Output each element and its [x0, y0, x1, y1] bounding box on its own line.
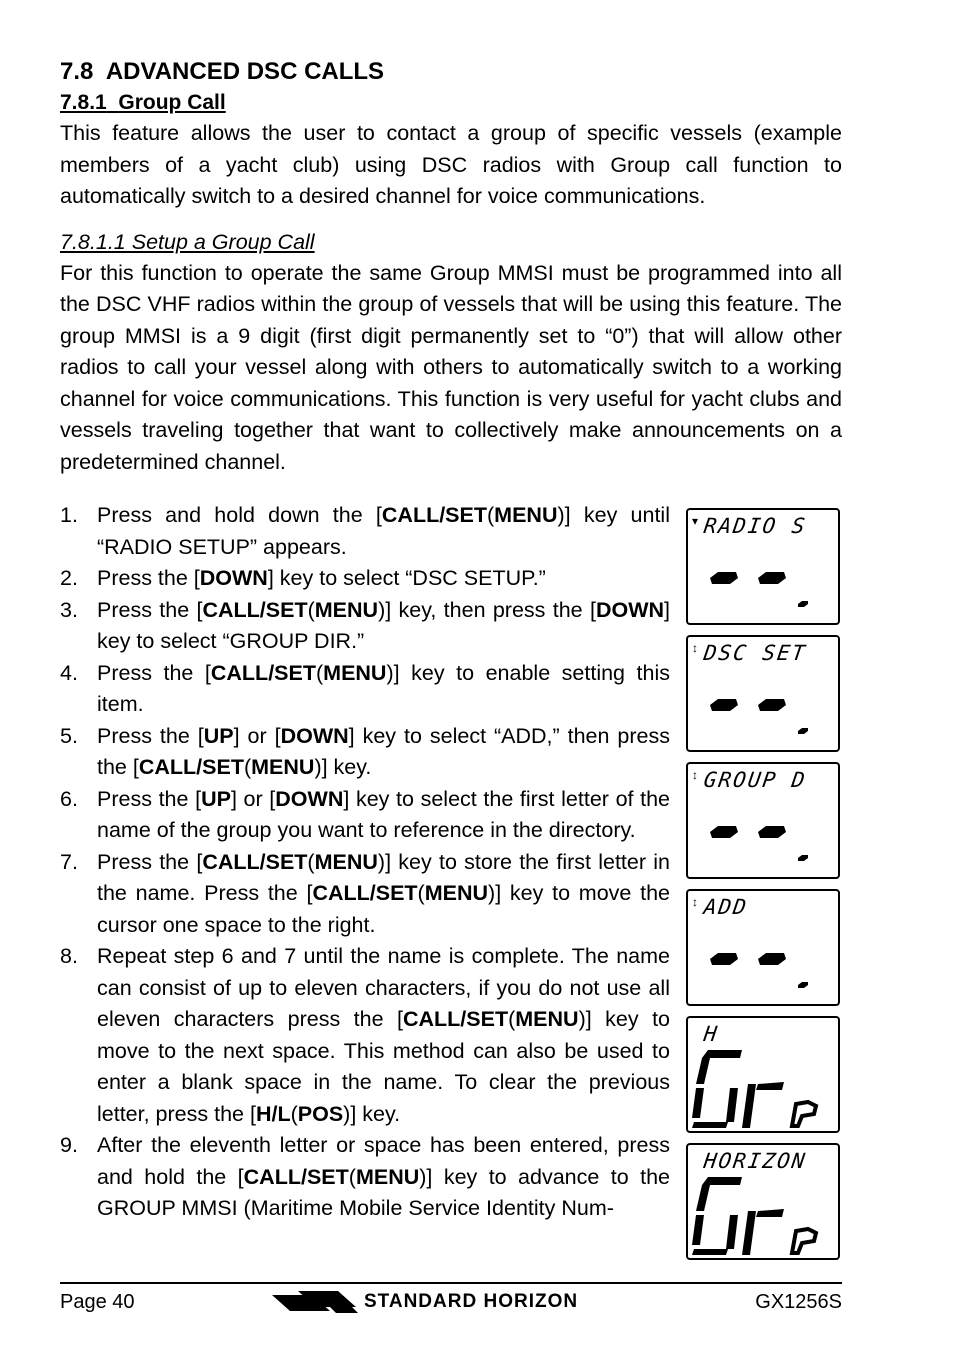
lcd-screen	[686, 762, 840, 879]
step-number: 7.	[60, 849, 78, 874]
key-call-set: CALL/SET	[243, 1164, 349, 1189]
step-text: ] key to select the first letter of the name of the group you want to reference in the directory.	[97, 786, 671, 842]
step-text: ] key to select “GROUP DIR.”	[97, 597, 670, 653]
scroll-arrow-icon: ↕	[692, 641, 698, 655]
key-menu: MENU	[314, 597, 379, 622]
step-number: 3.	[60, 597, 78, 622]
key-call-set: CALL/SET	[381, 503, 487, 527]
step-text: ] key to move to the next space. This method can also be used to enter a blank space in the name. To clear the previous letter, press the [	[97, 1007, 670, 1126]
lcd-grp-segments	[688, 1145, 838, 1258]
key-hl: H/L	[255, 1101, 291, 1126]
key-menu: MENU	[251, 755, 315, 779]
step-text: After the eleventh letter or space has been entered, press and hold the [	[97, 1133, 670, 1189]
lcd-text: DSC SET	[702, 641, 809, 665]
lcd-screen	[686, 1143, 840, 1260]
key-menu: MENU	[355, 1164, 420, 1189]
lcd-screen	[686, 889, 840, 1006]
step-text: ] key to advance to the GROUP MMSI (Maritime Mobile Service Identity Num-	[97, 1164, 670, 1220]
standard-horizon-logo-icon	[272, 1289, 362, 1317]
scroll-arrow-icon: ▾	[692, 514, 699, 528]
step-number: 4.	[60, 660, 78, 685]
key-pos: POS	[297, 1101, 344, 1126]
subsection-heading	[60, 88, 842, 118]
section-heading	[60, 56, 842, 88]
step-number: 8.	[60, 944, 78, 968]
step-text: ] key to move the cursor one space to the right.	[97, 881, 670, 937]
step-text: ] or [	[230, 786, 276, 811]
key-menu: MENU	[424, 881, 489, 905]
step-item: 4. Press the [CALL/SET(MENU)] key to enable setting this item.	[60, 658, 670, 721]
step-item: 3. Press the [CALL/SET(MENU)] key, then press the [DOWN] key to select “GROUP DIR.”	[60, 595, 670, 658]
lcd-screen-column	[686, 508, 840, 1270]
scroll-arrow-icon: ↕	[692, 895, 698, 909]
key-menu: MENU	[314, 849, 378, 874]
step-text: Press the [	[97, 597, 203, 622]
step-item: 7. Press the [CALL/SET(MENU)] key to store the first letter in the name. Press the [CALL/SET(MENU)] key to move the cursor one space to the right.	[60, 847, 670, 942]
steps-list	[60, 500, 670, 1225]
step-item: 8. Repeat step 6 and 7 until the name is complete. The name can consist of up to eleven characters, if you do not use all eleven characters press the [CALL/SET(MENU)] key to move to the next space. This method can also be used to enter a blank space in the name. To clear the previous letter, press the [H/L(POS)] key.	[60, 941, 670, 1130]
lcd-text: ADD	[702, 895, 750, 919]
key-call-set: CALL/SET	[202, 597, 308, 622]
key-menu: MENU	[515, 1007, 579, 1031]
step-item	[60, 784, 670, 847]
lcd-text: RADIO S	[702, 514, 809, 538]
step-text: Press and hold down the [	[97, 503, 382, 527]
key-menu: MENU	[323, 660, 387, 685]
step-text: Press the [	[97, 849, 203, 874]
lcd-screen	[686, 635, 840, 752]
model-number: GX1256S	[755, 1291, 842, 1313]
step-number: 9.	[60, 1133, 78, 1157]
footer-divider	[60, 1282, 842, 1284]
intro-paragraph: This feature allows the user to contact a group of specific vessels (example members of a yacht club) using DSC radios with Group call function to automatically switch to a desired channel for voice communications.	[60, 121, 842, 208]
key-call-set: CALL/SET	[312, 881, 418, 905]
step-number: 2.	[60, 566, 78, 590]
step-text: ] key until “RADIO SETUP” appears.	[97, 503, 670, 559]
step-text: ] key.	[321, 755, 372, 779]
lcd-screen	[686, 1016, 840, 1133]
key-up: UP	[201, 786, 231, 811]
step-item: 1. Press and hold down the [CALL/SET(MENU)] key until “RADIO SETUP” appears.	[60, 500, 670, 563]
lcd-dash-segments	[688, 637, 838, 750]
step-item: 9. After the eleventh letter or space has been entered, press and hold the [CALL/SET(MENU)] key to advance to the GROUP MMSI (Maritime Mobile Service Identity Num-	[60, 1130, 670, 1225]
key-call-set: CALL/SET	[210, 660, 316, 685]
brand-logo	[272, 1289, 632, 1319]
step-text: ] key to select “ADD,” then press the [	[97, 723, 670, 779]
key-down: DOWN	[280, 723, 349, 748]
step-number: 1.	[60, 503, 78, 527]
step-text: Press the [	[97, 566, 200, 590]
step-text: Press the [	[97, 723, 204, 748]
subsection-title: Group Call	[118, 91, 226, 114]
step-text: ] key.	[350, 1101, 401, 1126]
brand-name: STANDARD HORIZON	[364, 1291, 579, 1312]
lcd-text: H	[702, 1022, 721, 1046]
step-text: ] key to enable setting this item.	[97, 660, 671, 716]
key-down: DOWN	[275, 786, 344, 811]
step-text: ] key, then press the [	[385, 597, 596, 622]
lcd-dash-segments	[688, 891, 838, 1004]
step-item: 5. Press the [UP] or [DOWN] key to select “ADD,” then press the [CALL/SET(MENU)] key.	[60, 721, 670, 784]
setup-paragraph: For this function to operate the same Group MMSI must be programmed into all the DSC VHF radios within the group of vessels that will be using this feature. The group MMSI is a 9 digit (first digit permanently set to “0”) that will allow other radios to call your vessel along with others to automatically switch to a working channel for voice communications. This function is very useful for yacht clubs and vessels traveling together that want to collectively make announcements on a predetermined channel.	[60, 260, 842, 474]
scroll-arrow-icon: ↕	[692, 768, 698, 782]
key-call-set: CALL/SET	[138, 755, 244, 779]
lcd-dash-segments	[688, 510, 838, 623]
key-call-set: CALL/SET	[402, 1007, 509, 1031]
lcd-grp-segments	[688, 1018, 838, 1131]
step-number: 5.	[60, 723, 78, 748]
step-text: ] key to select “DSC SETUP.”	[267, 566, 546, 590]
step-text: ] key to store the first letter in the name. Press the [	[97, 849, 670, 905]
page-number: Page 40	[60, 1291, 135, 1313]
lcd-dash-segments	[688, 764, 838, 877]
subsection-number: 7.8.1	[60, 91, 107, 114]
lcd-screen	[686, 508, 840, 625]
section-number: 7.8	[60, 58, 94, 85]
key-menu: MENU	[494, 503, 558, 527]
page-content	[60, 56, 842, 478]
step-text: Press the [	[97, 660, 211, 685]
subsubsection-heading: 7.8.1.1 Setup a Group Call	[60, 229, 315, 254]
step-text: Repeat step 6 and 7 until the name is complete. The name can consist of up to eleven characters, if you do not use all eleven characters press the [	[97, 944, 670, 1031]
section-title: ADVANCED DSC CALLS	[105, 58, 385, 85]
step-text: Press the [	[97, 786, 202, 811]
key-call-set: CALL/SET	[202, 849, 308, 874]
step-number: 6.	[60, 786, 78, 811]
lcd-text: HORIZON	[702, 1149, 809, 1173]
key-down: DOWN	[595, 597, 665, 622]
step-item	[60, 563, 670, 595]
lcd-text: GROUP D	[702, 768, 809, 792]
key-up: UP	[203, 723, 234, 748]
step-text: ] or [	[233, 723, 281, 748]
key-down: DOWN	[199, 566, 268, 590]
steps-list-container	[60, 500, 670, 1225]
